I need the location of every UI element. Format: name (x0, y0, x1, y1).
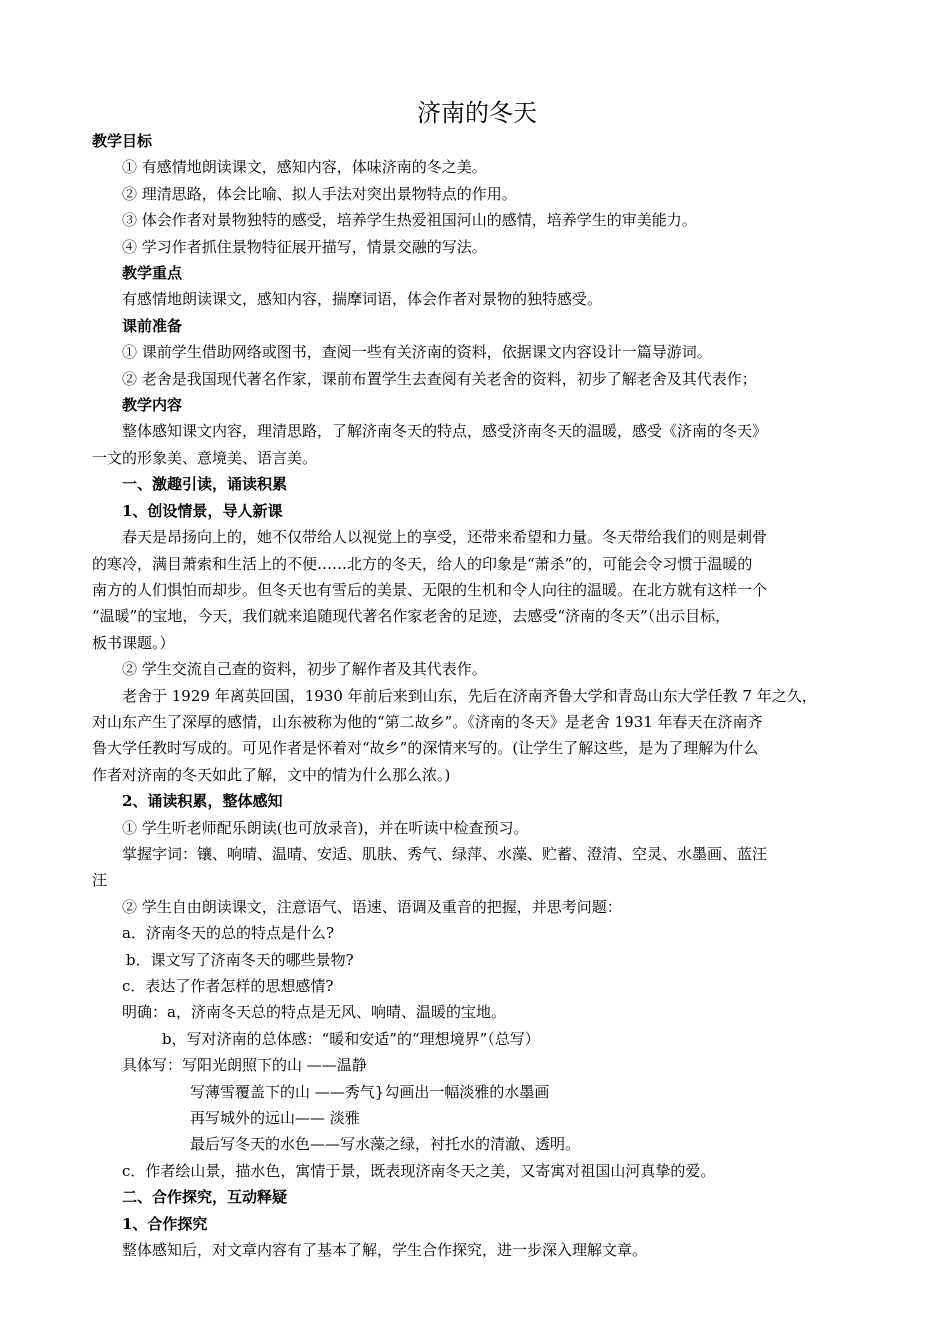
text-line: ② 老舍是我国现代著名作家，课前布置学生去查阅有关老舍的资料，初步了解老舍及其代表作； (122, 369, 757, 388)
text-line: 作者对济南的冬天如此了解，文中的情为什么那么浓。) (92, 765, 451, 784)
section-heading: 1、合作探究 (122, 1214, 208, 1233)
section-heading: 一、激趣引读，诵读积累 (122, 475, 288, 494)
text-line: c．表达了作者怎样的思想感情? (122, 977, 334, 995)
section-heading: 二、合作探究，互动释疑 (122, 1188, 288, 1207)
text-line: 明确：a，济南冬天总的特点是无风、响晴、温暖的宝地。 (122, 1003, 506, 1022)
text-line: b．课文写了济南冬天的哪些景物? (126, 950, 354, 969)
text-line: 汪 (92, 871, 108, 890)
text-line: 南方的人们惧怕而却步。但冬天也有雪后的美景、无限的生机和令人向往的温暖。在北方就有这样一个 (92, 580, 768, 599)
document-page (92, 96, 862, 1263)
text-line: ④ 学习作者抓住景物特征展开描写，情景交融的写法。 (122, 237, 487, 256)
section-heading: 教学重点 (122, 264, 183, 283)
text-line: ① 课前学生借助网络或图书，查阅一些有关济南的资料，依据课文内容设计一篇导游词。 (122, 343, 712, 362)
text-line: ③ 体会作者对景物独特的感受，培养学生热爱祖国河山的感情，培养学生的审美能力。 (122, 211, 697, 230)
text-line: b，写对济南的总体感：“暖和安适”的“理想境界”（总写） (162, 1029, 540, 1048)
text-line: ① 有感情地朗读课文，感知内容，体味济南的冬之美。 (122, 158, 487, 177)
section-heading: 教学内容 (122, 396, 183, 415)
text-line: ② 理清思路，体会比喻、拟人手法对突出景物特点的作用。 (122, 184, 517, 203)
text-line: 具体写：写阳光朗照下的山 ——温静 (122, 1056, 367, 1075)
text-line: 鲁大学任教时写成的。可见作者是怀着对“故乡”的深情来写的。(让学生了解这些，是为了理解为什么 (92, 739, 759, 758)
document-title: 济南的冬天 (417, 99, 537, 127)
text-line: 一文的形象美、意境美、语言美。 (92, 448, 318, 467)
section-heading: 2、诵读积累，整体感知 (122, 792, 283, 811)
text-line: 整体感知课文内容，理清思路，了解济南冬天的特点，感受济南冬天的温暖，感受《济南的冬天》 (122, 422, 768, 441)
text-line: a．济南冬天的总的特点是什么? (122, 924, 334, 943)
text-line: 对山东产生了深厚的感情，山东被称为他的“第二故乡”。《济南的冬天》是老舍 1931 年春天在济南齐 (92, 712, 763, 731)
text-line: “温暖”的宝地，今天，我们就来追随现代著名作家老舍的足迹，去感受“济南的冬天”（出示目标， (92, 607, 731, 626)
text-line: 掌握字词：镶、响晴、温晴、安适、肌肤、秀气、绿萍、水藻、贮蓄、澄清、空灵、水墨画、蓝汪 (122, 844, 768, 863)
text-line: 的寒冷，满目萧索和生活上的不便……北方的冬天，给人的印象是“萧杀”的，可能会令习惯于温暖的 (92, 554, 753, 573)
text-line: 板书课题。） (92, 633, 175, 652)
text-line: 老舍于 1929 年离英回国，1930 年前后来到山东，先后在济南齐鲁大学和青岛山东大学任教 7 年之久， (122, 686, 817, 705)
text-line: 春天是昂扬向上的，她不仅带给人以视觉上的享受，还带来希望和力量。冬天带给我们的则是刺骨 (122, 528, 768, 547)
text-line: ① 学生听老师配乐朗读(也可放录音)，并在听读中检查预习。 (122, 818, 529, 837)
section-heading: 1、创设情景，导人新课 (122, 501, 283, 520)
text-line: 整体感知后，对文章内容有了基本了解，学生合作探究，进一步深入理解文章。 (122, 1241, 648, 1260)
text-line: 有感情地朗读课文，感知内容，揣摩词语，体会作者对景物的独特感受。 (122, 290, 603, 309)
text-line: ② 学生交流自己查的资料，初步了解作者及其代表作。 (122, 660, 487, 679)
text-line: 写薄雪覆盖下的山 ——秀气}勾画出一幅淡雅的水墨画 (190, 1082, 550, 1101)
text-line: c．作者绘山景，描水色，寓情于景，既表现济南冬天之美，又寄寓对祖国山河真挚的爱。 (122, 1161, 716, 1180)
section-heading: 课前准备 (122, 316, 183, 335)
text-line: 再写城外的远山—— 淡雅 (190, 1109, 360, 1128)
text-line: ② 学生自由朗读课文，注意语气、语速、语调及重音的把握，并思考问题： (122, 897, 622, 916)
section-heading: 教学目标 (92, 132, 153, 150)
text-line: 最后写冬天的水色——写水藻之绿，衬托水的清澈、透明。 (190, 1135, 581, 1154)
document-body (92, 128, 862, 1263)
